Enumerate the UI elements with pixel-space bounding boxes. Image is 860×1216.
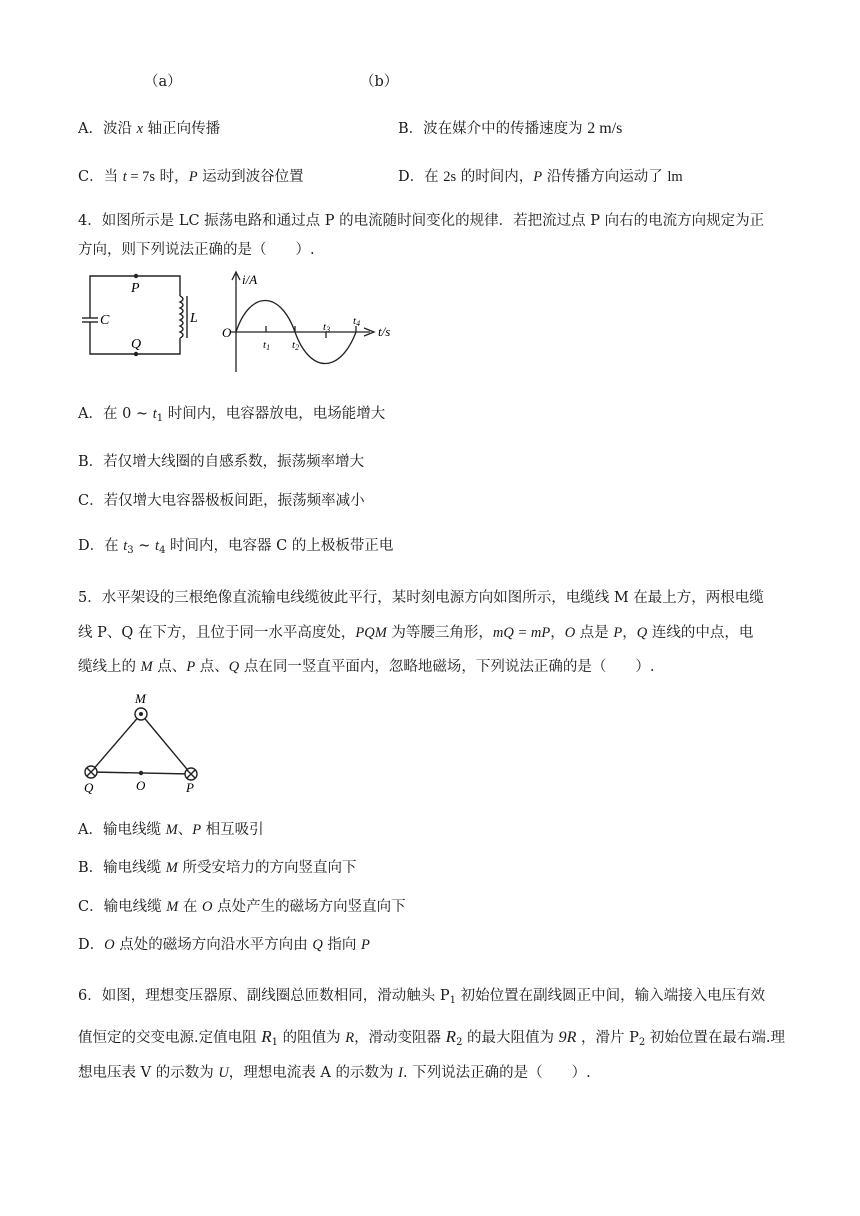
fig-label-q: Q (84, 780, 94, 794)
q5-option-d: D．O 点处的磁场方向沿水平方向由 Q 指向 P (78, 937, 370, 953)
q5-option-a: A．输电线缆 M、P 相互吸引 (78, 822, 264, 838)
q5-stem-line3: 缆线上的 M 点、P 点、Q 点在同一竖直平面内，忽略地磁场，下列说法正确的是（ ）. (78, 659, 655, 675)
figure-a-caption: （a） (144, 74, 182, 90)
lc-circuit-diagram (78, 268, 198, 363)
q4-stem-line1: 4．如图所示是 LC 振荡电路和通过点 P 的电流随时间变化的规律．若把流过点 P 向右的电流方向规定为正 (78, 213, 765, 229)
q6-line3: 想电压表 V 的示数为 U，理想电流表 A 的示数为 I. 下列说法正确的是（ ）. (78, 1065, 591, 1081)
q3-option-c: C．当 t = 7s 时，P 运动到波谷位置 (78, 169, 304, 185)
circuit-label-q: Q (131, 337, 142, 352)
graph-xlabel: t/s (378, 324, 391, 339)
q6-line1: 6．如图，理想变压器原、副线圈总匝数相同，滑动触头 $P_1$ 初始位置在副线圆正中间，输入端接入电压有效 (78, 988, 766, 1006)
q4-option-d: D．在 $t_3$ ~ $t_4$ 时间内，电容器 C 的上极板带正电 (78, 538, 394, 556)
fig-label-o: O (136, 778, 146, 793)
tick-t2: t2 (292, 339, 300, 352)
q5-option-b: B．输电线缆 M 所受安培力的方向竖直向下 (78, 860, 357, 876)
tick-t4: t4 (353, 315, 361, 328)
cable-triangle-figure (78, 688, 208, 794)
q4-option-c: C．若仅增大电容器极板间距，振荡频率减小 (78, 493, 365, 509)
q3-option-d: D．在 2s 的时间内，P 沿传播方向运动了 lm (398, 169, 683, 185)
circuit-label-c: C (100, 313, 110, 328)
q3-option-b: B．波在媒介中的传播速度为 2 m/s (398, 120, 623, 137)
circuit-label-l: L (190, 311, 198, 326)
circuit-label-p: P (131, 281, 140, 296)
q5-stem-line1: 5．水平架设的三根绝像直流输电线缆彼此平行，某时刻电源方向如图所示，电缆线 M 在最上方，两根电缆 (78, 590, 764, 606)
figure-b-caption: （b） (360, 74, 399, 90)
graph-origin: O (222, 325, 232, 340)
q4-stem-line2: 方向，则下列说法正确的是（ ）. (78, 242, 315, 258)
q5-stem-line2: 线 P、Q 在下方，且位于同一水平高度处，PQM 为等腰三角形，mQ = mP，O 点是 P，Q 连线的中点，电 (78, 625, 754, 641)
tick-t3: t3 (323, 321, 331, 334)
q4-option-a: A．在 0 ~ $t_1$ 时间内，电容器放电，电场能增大 (78, 406, 386, 424)
current-time-graph (220, 268, 400, 376)
q4-option-b: B．若仅增大线圈的自感系数，振荡频率增大 (78, 454, 365, 470)
fig-label-p: P (186, 780, 194, 794)
tick-t1: t1 (263, 339, 271, 352)
q6-line2: 值恒定的交变电源.定值电阻 $R_1$ 的阻值为 R，滑动变阻器 $R_2$ 的最大阻值为 9R ，滑片 $P_2$ 初始位置在最右端.理 (78, 1027, 786, 1048)
graph-ylabel: i/A (242, 272, 258, 287)
fig-label-m: M (135, 691, 146, 706)
q5-option-c: C．输电线缆 M 在 O 点处产生的磁场方向竖直向下 (78, 899, 406, 915)
q3-option-a: A．波沿 x 轴正向传播 (78, 121, 221, 137)
